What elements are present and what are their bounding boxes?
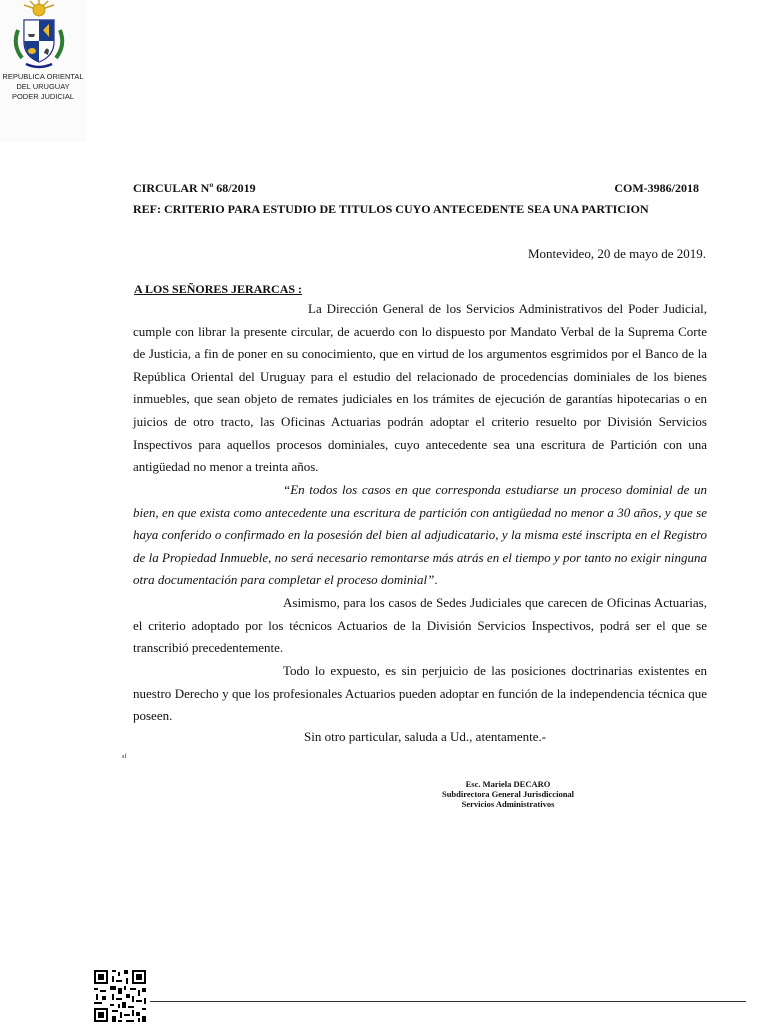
quote-paragraph bbox=[133, 479, 707, 592]
signature-block bbox=[412, 779, 604, 809]
paragraph-3: Todo lo expuesto, es sin perjuicio de las posiciones doctrinarias existentes en nuestro Derecho y que los profesionales Actuarios pueden adoptar en función de la independencia técnica que poseen. bbox=[133, 663, 707, 724]
quote-text: “En todos los casos en que corresponda estudiarse un proceso dominial de un bien, en que exista como antecedente una escritura de partición con antigüedad no menor a 30 años, y que se haya conferido o confirmado en la posesión del bien al adjudicatario, y la misma esté inscripta en el Registro de la Propiedad Inmueble, no será necesario remontarse más atrás en el tiempo y por tanto no exigir ninguna otra documentación para completar el proceso dominial” bbox=[133, 482, 707, 588]
org-line-3: PODER JUDICIAL bbox=[11, 92, 75, 101]
signatory-department: Servicios Administrativos bbox=[461, 799, 555, 809]
qr-code-icon bbox=[92, 968, 148, 1024]
coat-of-arms-icon bbox=[8, 0, 70, 70]
typist-initials: sf bbox=[122, 754, 127, 760]
organization-name bbox=[0, 72, 86, 102]
paragraph-2: Asimismo, para los casos de Sedes Judiciales que carecen de Oficinas Actuarias, el criterio adoptado por los técnicos Actuarios de la División Servicios Inspectivos, podrá ser el que se transcribió precedentemente. bbox=[133, 595, 707, 656]
circular-number: CIRCULAR Nº 68/2019 bbox=[133, 181, 256, 195]
paragraph-1: La Dirección General de los Servicios Administrativos del Poder Judicial, cumple con librar la presente circular, de acuerdo con lo dispuesto por Mandato Verbal de la Suprema Corte de Justicia, a fin de poner en su conocimiento, que en virtud de los argumentos esgrimidos por el Banco de la República Oriental del Uruguay para el estudio del relacionado de procedencias dominiales de los bienes inmuebles, que sean objeto de remates judiciales en los trámites de ejecución de garantías hipotecarias o en juicios de otro tracto, las Oficinas Actuarias podrán adoptar el criterio resuelto por División Servicios Inspectivos para aquellos procesos dominiales, cuyo antecedente sea una escritura de Partición con una antigüedad no menor a treinta años. bbox=[133, 301, 707, 475]
closing-line: Sin otro particular, saluda a Ud., atentamente.- bbox=[304, 729, 547, 744]
quote-end: . bbox=[434, 572, 438, 588]
signatory-title: Subdirectora General Jurisdiccional bbox=[441, 789, 575, 799]
reference-line: REF: CRITERIO PARA ESTUDIO DE TITULOS CUYO ANTECEDENTE SEA UNA PARTICION bbox=[133, 202, 649, 216]
poder-judicial-logo bbox=[0, 0, 86, 142]
com-number: COM-3986/2018 bbox=[614, 181, 699, 195]
signatory-name: Esc. Mariela DECARO bbox=[465, 779, 551, 789]
org-line-2: DEL URUGUAY bbox=[16, 82, 70, 91]
place-and-date: Montevideo, 20 de mayo de 2019. bbox=[528, 246, 706, 261]
salutation: A LOS SEÑORES JERARCAS : bbox=[134, 282, 303, 296]
org-line-1: REPUBLICA ORIENTAL bbox=[2, 72, 84, 81]
footer-divider bbox=[150, 1001, 746, 1002]
